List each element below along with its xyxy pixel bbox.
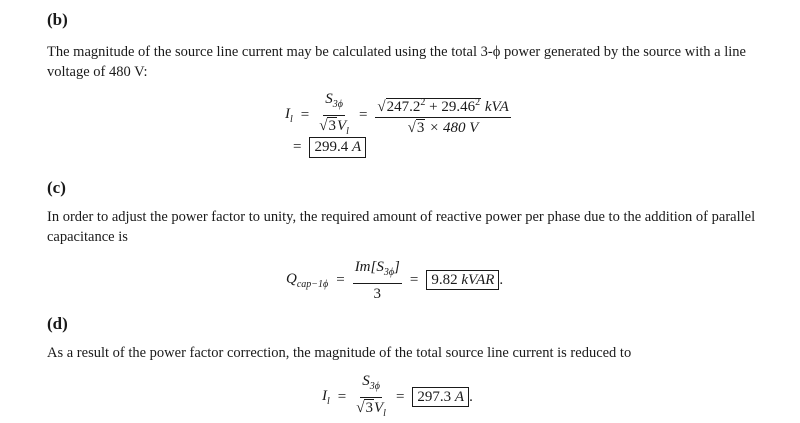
eq1-fraction-1: $\frac{S_{3\phi}}{√3V_l}$ xyxy=(319,91,349,137)
eq2-equals-2: = xyxy=(409,272,419,288)
equation-reduced-current xyxy=(322,372,473,423)
result-box-current-b: 299.4 A xyxy=(309,137,366,158)
result-box-reactive-power: 9.82 kVAR . xyxy=(426,272,503,289)
eq3-equals-1: = xyxy=(337,389,347,405)
eq1-equals-2: = xyxy=(358,107,368,123)
eq2-equals-1: = xyxy=(336,272,345,288)
paragraph-b: The magnitude of the source line current may be calculated using the total 3-ϕ power generated by the source with a line voltage of 480 V: xyxy=(47,44,746,80)
eq3-equals-2: = xyxy=(395,389,405,405)
eq3-fraction: $\frac{S_{3\phi}}{√3V_l}$ xyxy=(356,373,386,419)
heading-c: (c) xyxy=(47,178,66,197)
result-box-current-d: 297.3 A . xyxy=(412,389,472,406)
equation-source-current xyxy=(285,90,511,141)
paragraph-c: In order to adjust the power factor to unity, the required amount of reactive power per phase due to the addition of parallel capacitance is xyxy=(47,209,756,245)
paragraph-d: As a result of the power factor correction, the magnitude of the total source line current is reduced to xyxy=(47,345,632,361)
eq3-lhs: $I_l$ xyxy=(322,388,330,407)
heading-b: (b) xyxy=(47,10,68,29)
eq1-equals-3: = xyxy=(293,139,302,155)
eq1-equals-1: = xyxy=(300,107,310,123)
equation-reactive-power xyxy=(286,258,503,303)
eq2-fraction: $\frac{Im[S_{3\phi}]}{3}$ xyxy=(354,259,400,302)
equation-source-current-result xyxy=(293,137,366,158)
heading-d: (d) xyxy=(47,314,68,333)
eq1-fraction-2: $\frac{√247.2^2 + 29.46^2 kVA}{√3 \times 480 V}$ xyxy=(375,94,510,137)
eq1-lhs: $I_l$ xyxy=(285,106,293,125)
eq2-lhs: $Q_{cap-1\phi}$ xyxy=(286,271,329,290)
